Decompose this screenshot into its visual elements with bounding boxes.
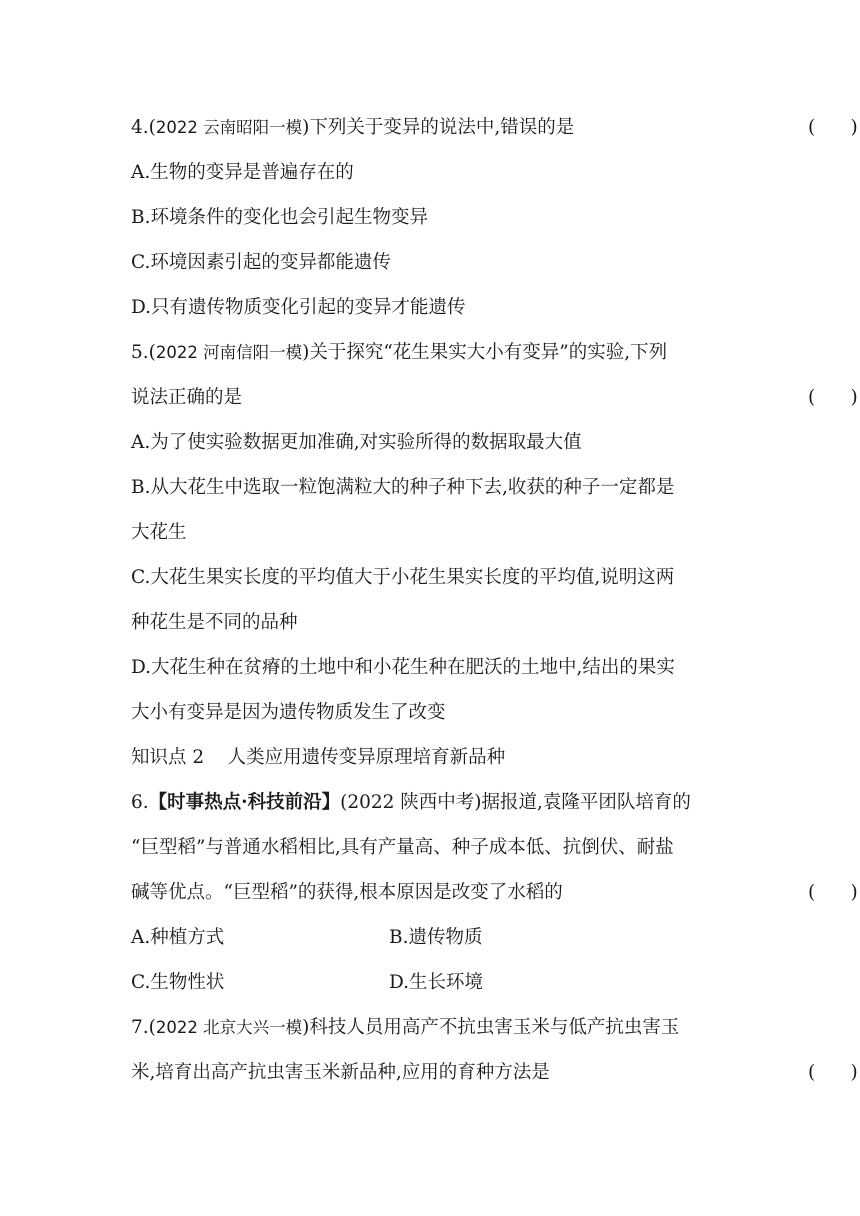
q5-stem-cont xyxy=(131,385,858,411)
q7-stem-cont xyxy=(131,1060,858,1086)
q5-option-c-cont: 种花生是不同的品种 xyxy=(131,612,298,633)
q6-options-row1 xyxy=(131,925,731,951)
q4-stem-text: )下列关于变异的说法中,错误的是 xyxy=(302,117,575,138)
q5-stem-line2: 说法正确的是 xyxy=(131,387,243,408)
q6-stem xyxy=(131,790,731,816)
q4-source: 2022 云南昭阳一模 xyxy=(155,118,303,137)
q5-option-b: B.从大花生中选取一粒饱满粒大的种子种下去,收获的种子一定都是 xyxy=(131,477,675,498)
q5-stem xyxy=(131,340,731,366)
q6-stem-cont xyxy=(131,880,858,906)
q4-option-a: A.生物的变异是普遍存在的 xyxy=(131,162,354,183)
section-heading: 知识点 2 人类应用遗传变异原理培育新品种 xyxy=(131,747,506,768)
q6-answer-paren: ( ) xyxy=(808,882,858,903)
q6-options-row2 xyxy=(131,970,731,996)
q7-number: 7.( xyxy=(131,1017,156,1038)
q5-stem-line1: )关于探究“花生果实大小有变异”的实验,下列 xyxy=(302,342,668,363)
q6-option-c: C.生物性状 xyxy=(131,972,225,993)
q4-option-d: D.只有遗传物质变化引起的变异才能遗传 xyxy=(131,297,466,318)
q5-option-b-cont: 大花生 xyxy=(131,522,187,543)
q6-option-b: B.遗传物质 xyxy=(389,927,483,948)
q5-source: 2022 河南信阳一模 xyxy=(155,343,303,362)
q6-tag: 【时事热点·科技前沿】 xyxy=(148,792,341,813)
q7-stem-line1: )科技人员用高产不抗虫害玉米与低产抗虫害玉 xyxy=(302,1017,680,1038)
q7-stem-line2: 米,培育出高产抗虫害玉米新品种,应用的育种方法是 xyxy=(131,1062,550,1083)
q4-option-b: B.环境条件的变化也会引起生物变异 xyxy=(131,207,428,228)
q4-stem xyxy=(131,115,858,141)
q6-source: (2022 陕西中考) xyxy=(340,792,482,813)
q5-option-d: D.大花生种在贫瘠的土地中和小花生种在肥沃的土地中,结出的果实 xyxy=(131,657,675,678)
q6-number: 6. xyxy=(131,792,149,813)
q6-stem-line2: “巨型稻”与普通水稻相比,具有产量高、种子成本低、抗倒伏、耐盐 xyxy=(131,837,674,858)
q5-option-d-cont: 大小有变异是因为遗传物质发生了改变 xyxy=(131,702,446,723)
q7-stem xyxy=(131,1015,731,1041)
q6-option-a: A.种植方式 xyxy=(131,927,225,948)
q5-option-c: C.大花生果实长度的平均值大于小花生果实长度的平均值,说明这两 xyxy=(131,567,675,588)
q6-stem-line1: 据报道,袁隆平团队培育的 xyxy=(481,792,691,813)
q5-answer-paren: ( ) xyxy=(808,387,858,408)
q5-option-a: A.为了使实验数据更加准确,对实验所得的数据取最大值 xyxy=(131,432,582,453)
q6-stem-line3: 碱等优点。“巨型稻”的获得,根本原因是改变了水稻的 xyxy=(131,882,563,903)
q6-option-d: D.生长环境 xyxy=(389,972,484,993)
q5-number: 5.( xyxy=(131,342,156,363)
q4-number: 4.( xyxy=(131,117,156,138)
q4-answer-paren: ( ) xyxy=(808,117,858,138)
q7-source: 2022 北京大兴一模 xyxy=(155,1018,303,1037)
q7-answer-paren: ( ) xyxy=(808,1062,858,1083)
q4-option-c: C.环境因素引起的变异都能遗传 xyxy=(131,252,391,273)
